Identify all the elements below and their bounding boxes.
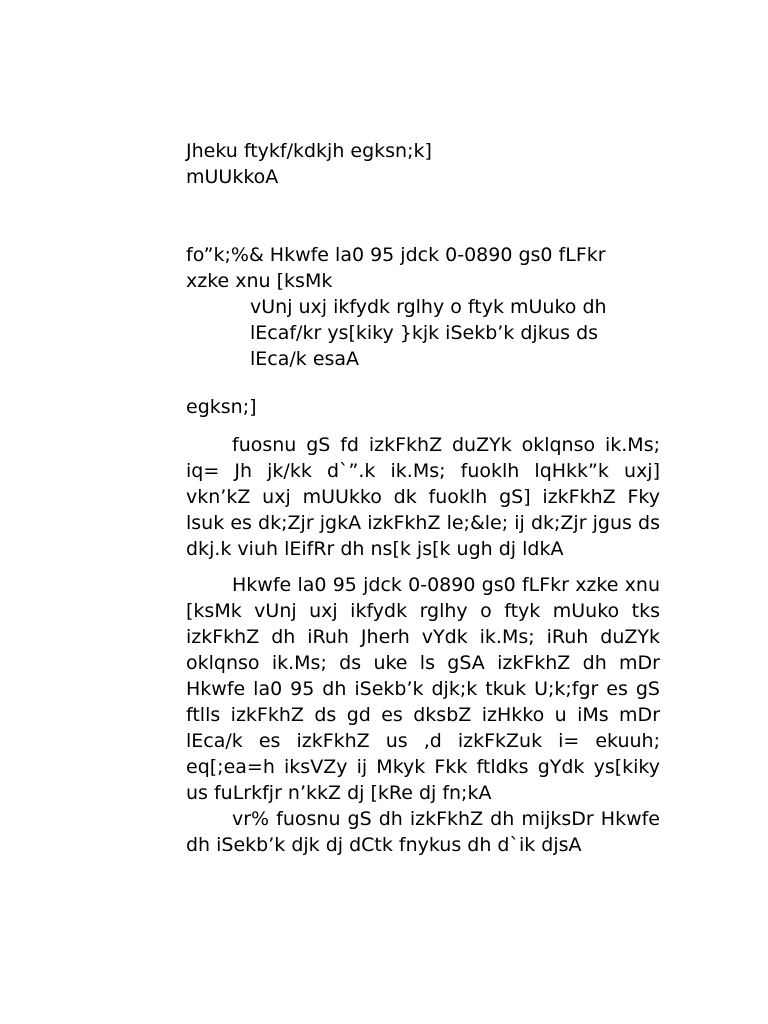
- spacer: [186, 190, 660, 242]
- subject-indent-line-1: vUnj uxj ikfydk rglhy o ftyk mUuko dh: [250, 296, 607, 318]
- subject-line-1: fo”k;%& Hkwfe la0 95 jdck 0-0890 gs0 fLFkr: [186, 244, 606, 266]
- salutation: egksn;]: [186, 396, 257, 418]
- addressee-line-1: Jheku ftykf/kdkjh egksn;k]: [186, 140, 432, 162]
- spacer: [186, 562, 660, 572]
- subject-line-2: xzke xnu [ksMk: [186, 270, 333, 292]
- body-paragraph-1: fuosnu gS fd izkFkhZ duZYk oklqnso ik.Ms; iq= Jh jk/kk d`”.k ik.Ms; fuoklh lqHkk”k uxj] vkn’kZ uxj mUUkko dk fuoklh gS] izkFkhZ Fky lsuk es dk;Zjr jgkA izkFkhZ le;&le; ij dk;Zjr jgus ds dkj.k viuh lEifRr dh ns[k js[k ugh dj ldkA: [186, 434, 660, 560]
- body-paragraph-2: Hkwfe la0 95 jdck 0-0890 gs0 fLFkr xzke xnu [ksMk vUnj uxj ikfydk rglhy o ftyk mUuko tks izkFkhZ dh iRuh Jherh vYdk ik.Ms; iRuh duZYk oklqnso ik.Ms; ds uke ls gSA izkFkhZ dh mDr Hkwfe la0 95 dh iSekb’k djk;k tkuk U;k;fgr es gS ftlls izkFkhZ ds gd es dksbZ izHkko u iMs mDr lEca/k es izkFkhZ us ,d izkFkZuk i= ekuuh; eq[;ea=h iksVZy ij Mkyk Fkk ftldks gYdk ys[kiky us fuLrkfjr n’kkZ dj [kRe dj fn;kA: [186, 574, 660, 804]
- subject-block: [186, 242, 660, 372]
- body-paragraph-3: vr% fuosnu gS dh izkFkhZ dh mijksDr Hkwfe dh iSekb’k djk dj dCtk fnykus dh d`ik djsA: [186, 808, 660, 856]
- addressee-block: [186, 138, 660, 190]
- spacer: [186, 420, 660, 432]
- subject-indent-block: [186, 294, 660, 372]
- addressee-line-2: mUUkkoA: [186, 166, 279, 188]
- subject-indent-line-2: lEcaf/kr ys[kiky }kjk iSekb’k djkus ds: [250, 322, 599, 344]
- spacer: [186, 372, 660, 394]
- document-page: [186, 138, 660, 858]
- subject-indent-line-3: lEca/k esaA: [250, 348, 360, 370]
